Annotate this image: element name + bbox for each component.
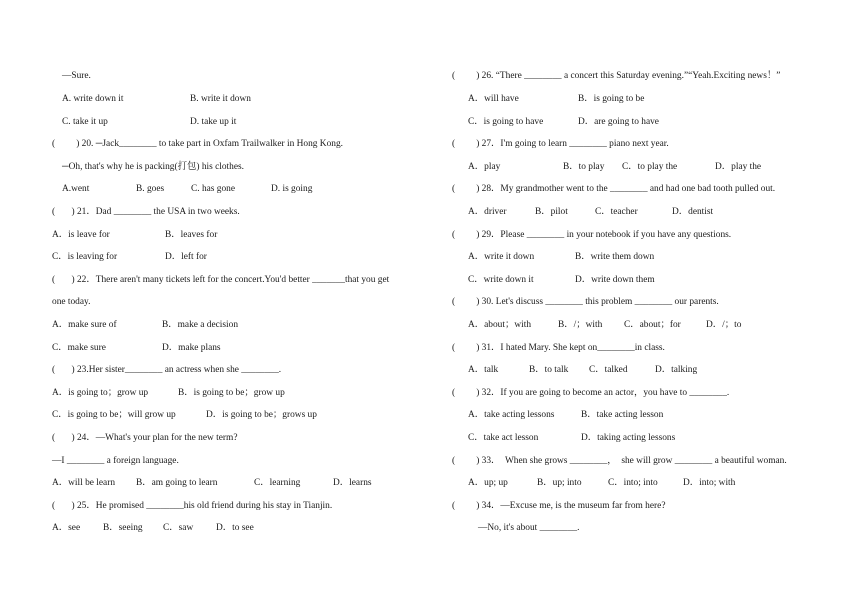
left-text-line: ( ) 21．Dad ________ the USA in two weeks. xyxy=(52,207,240,217)
left-text-line: D. take up it xyxy=(190,117,237,127)
left-text-line: B．seeing xyxy=(103,523,143,533)
left-text-line: B．am going to learn xyxy=(136,478,218,488)
right-text-line: A．will have xyxy=(468,94,519,104)
left-text-line: B. write it down xyxy=(190,94,251,104)
right-text-line: C．is going to have xyxy=(468,117,544,127)
left-text-line: C．is going to be；will grow up xyxy=(52,410,176,420)
right-text-line: C．take act lesson xyxy=(468,433,539,443)
left-text-line: C. has gone xyxy=(191,184,236,194)
left-text-line: B．is going to be；grow up xyxy=(178,388,285,398)
right-text-line: ( ) 28．My grandmother went to the ________ and had one bad tooth pulled out. xyxy=(452,184,776,194)
right-text-line: D．taking acting lessons xyxy=(581,433,676,443)
right-text-line: D．play the xyxy=(715,162,762,172)
right-text-line: D．are going to have xyxy=(578,117,659,127)
left-text-line: ( ) 24．—What's your plan for the new term? xyxy=(52,433,238,443)
left-text-line: one today. xyxy=(52,297,91,307)
right-text-line: B．is going to be xyxy=(578,94,645,104)
right-text-line: A．take acting lessons xyxy=(468,410,555,420)
right-text-line: ( ) 30. Let's discuss ________ this problem ________ our parents. xyxy=(452,297,719,307)
left-text-line: A．is leave for xyxy=(52,230,110,240)
left-text-line: A. write down it xyxy=(62,94,124,104)
right-text-line: B．/；with xyxy=(558,320,603,330)
left-text-line: ( ) 23.Her sister________ an actress when she ________. xyxy=(52,365,282,375)
right-text-line: B．pilot xyxy=(535,207,568,217)
left-text-line: C. take it up xyxy=(62,117,108,127)
right-text-line: ( ) 31．I hated Mary. She kept on________in class. xyxy=(452,343,665,353)
right-text-line: C．write down it xyxy=(468,275,534,285)
right-text-line: A．talk xyxy=(468,365,499,375)
right-text-line: A．play xyxy=(468,162,501,172)
left-text-line: ( ) 25．He promised ________his old friend during his stay in Tianjin. xyxy=(52,501,333,511)
right-text-line: B．write them down xyxy=(575,252,655,262)
right-text-line: ( ) 26. “There ________ a concert this Saturday evening.”“Yeah.Exciting news！” xyxy=(452,71,781,81)
right-text-line: ( ) 34．—Excuse me, is the museum far from here? xyxy=(452,501,666,511)
left-text-line: ( ) 22．There aren't many tickets left for the concert.You'd better _______that you get xyxy=(52,275,390,285)
left-text-line: A.went xyxy=(62,184,90,194)
left-text-line: B．make a decision xyxy=(162,320,239,330)
left-text-line: D．to see xyxy=(216,523,254,533)
left-text-line: ( ) 20. ─Jack________ to take part in Oxfam Trailwalker in Hong Kong. xyxy=(52,139,343,149)
right-text-line: C．talked xyxy=(589,365,628,375)
left-text-line: C．make sure xyxy=(52,343,106,353)
left-text-line: —Sure. xyxy=(62,71,91,81)
left-text-line: B. goes xyxy=(136,184,165,194)
right-text-line: D．dentist xyxy=(672,207,714,217)
right-text-line: C．into; into xyxy=(608,478,658,488)
right-text-line: A．about；with xyxy=(468,320,532,330)
left-text-line: C．learning xyxy=(254,478,301,488)
right-text-line: ( ) 27．I'm going to learn ________ piano next year. xyxy=(452,139,669,149)
right-text-line: A．driver xyxy=(468,207,507,217)
right-text-line: D．talking xyxy=(655,365,698,375)
left-text-line: C．saw xyxy=(163,523,194,533)
left-text-line: A．is going to；grow up xyxy=(52,388,149,398)
right-text-line: A．up; up xyxy=(468,478,508,488)
left-text-line: A．see xyxy=(52,523,81,533)
right-text-line: B．to play xyxy=(563,162,605,172)
right-text-line: B．take acting lesson xyxy=(581,410,664,420)
left-text-line: ─Oh, that's why he is packing(打包) his clothes. xyxy=(62,162,245,172)
right-text-line: C．to play the xyxy=(622,162,678,172)
right-text-line: A．write it down xyxy=(468,252,535,262)
right-text-line: —No, it's about ________. xyxy=(478,523,580,533)
right-text-line: D．/；to xyxy=(706,320,742,330)
left-text-line: D．make plans xyxy=(162,343,221,353)
right-text-line: B．to talk xyxy=(529,365,569,375)
left-text-line: C．is leaving for xyxy=(52,252,118,262)
left-text-line: D. is going xyxy=(271,184,313,194)
right-text-line: ( ) 33． When she grows ________， she will grow ________ a beautiful woman. xyxy=(452,456,787,466)
right-text-line: D．write down them xyxy=(575,275,655,285)
right-text-line: ( ) 32．If you are going to become an actor，you have to ________. xyxy=(452,388,730,398)
left-text-line: A．make sure of xyxy=(52,320,117,330)
right-text-line: D．into; with xyxy=(683,478,736,488)
right-text-line: C．teacher xyxy=(595,207,638,217)
left-text-line: D．left for xyxy=(165,252,207,262)
left-text-line: —I ________ a foreign language. xyxy=(52,456,179,466)
right-text-line: B．up; into xyxy=(537,478,582,488)
left-text-line: B．leaves for xyxy=(165,230,218,240)
right-text-line: ( ) 29．Please ________ in your notebook if you have any questions. xyxy=(452,230,732,240)
left-text-line: A．will be learn xyxy=(52,478,116,488)
right-text-line: C．about；for xyxy=(624,320,681,330)
left-text-line: D．is going to be；grows up xyxy=(206,410,317,420)
left-text-line: D．learns xyxy=(333,478,372,488)
